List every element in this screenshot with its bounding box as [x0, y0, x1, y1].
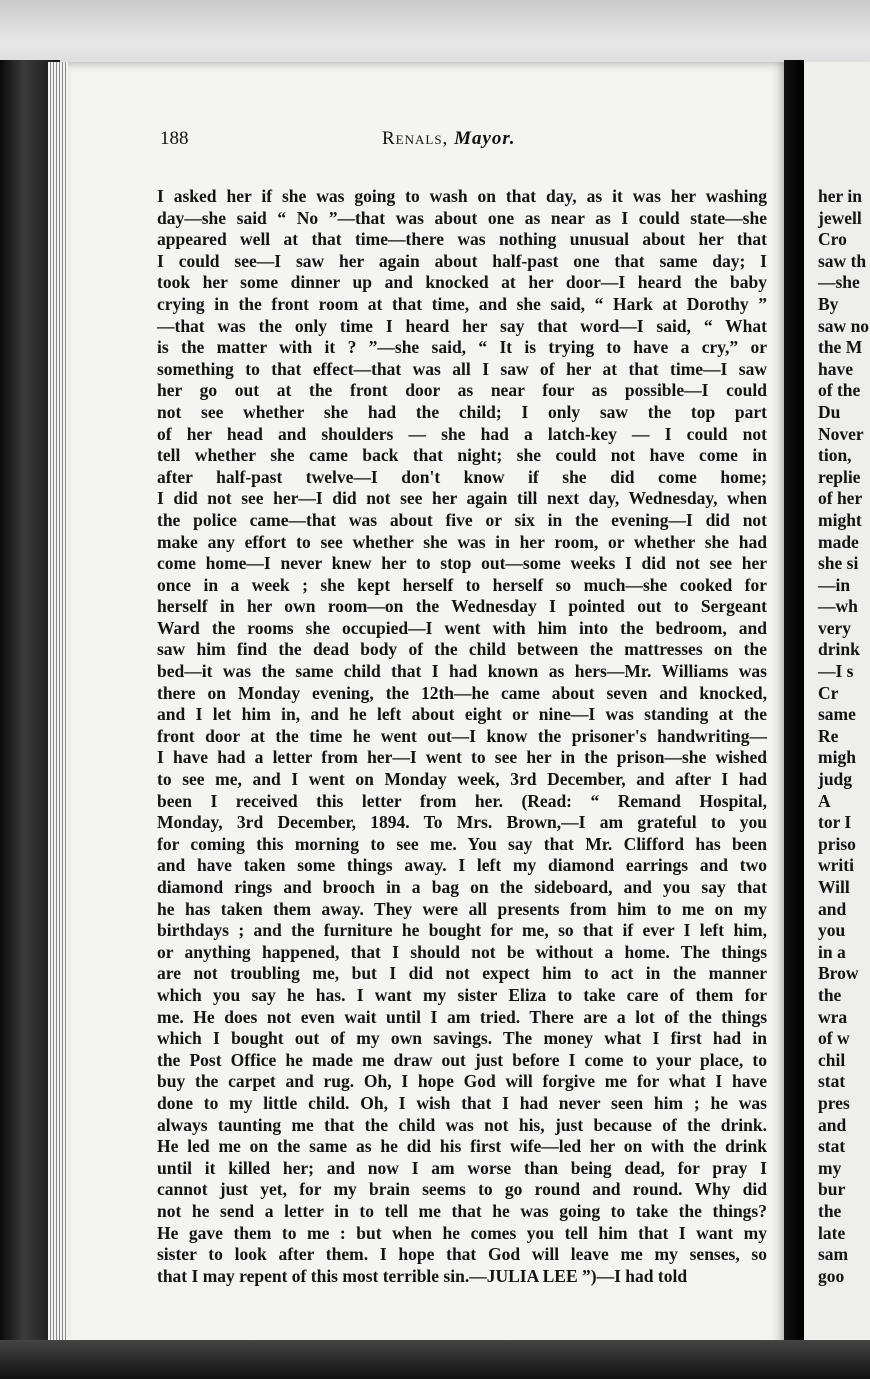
text-line: He led me on the same as he did his first wife—led her on with the drink	[157, 1136, 767, 1157]
text-line: been I received this letter from her. (Read: “ Remand Hospital,	[157, 790, 767, 811]
facing-page-line: bur	[818, 1179, 846, 1200]
facing-page-line: you	[818, 920, 846, 941]
page-body-text	[157, 186, 767, 1287]
facing-page-line: —she	[818, 272, 860, 293]
text-line: come home—I never knew her to stop out—some weeks I did not see her	[157, 553, 767, 574]
page-header	[160, 128, 720, 158]
text-line: I could see—I saw her again about half-past one that same day; I	[157, 250, 767, 271]
text-line: day—she said “ No ”—that was about one as near as I could state—she	[157, 207, 767, 228]
text-line: tell whether she came back that night; she could not have come in	[157, 445, 767, 466]
page-number: 188	[160, 128, 189, 149]
facing-page-line: migh	[818, 747, 856, 768]
facing-page-text	[818, 186, 870, 1287]
facing-page-line: the M	[818, 337, 863, 358]
facing-page-line: might	[818, 509, 862, 530]
facing-page-line: stat	[818, 1136, 846, 1157]
facing-page	[804, 62, 870, 1352]
facing-page-line: Brow	[818, 963, 859, 984]
text-line: I asked her if she was going to wash on that day, as it was her washing	[157, 186, 767, 206]
facing-page-line: have	[818, 358, 853, 379]
facing-page-line: Nover	[818, 423, 864, 444]
text-line: always taunting me that the child was not his, just because of the drink.	[157, 1114, 767, 1135]
text-line: herself in her own room—on the Wednesday I pointed out to Sergeant	[157, 596, 767, 617]
text-line: something to that effect—that was all I saw of her at that time—I saw	[157, 358, 767, 379]
facing-page-line: By	[818, 293, 839, 314]
facing-page-line: she si	[818, 553, 859, 574]
facing-page-line: saw th	[818, 250, 867, 271]
text-line: diamond rings and brooch in a bag on the sideboard, and you say that	[157, 877, 767, 897]
text-line: after half-past twelve—I don't know if she did come home;	[157, 466, 767, 487]
text-line: crying in the front room at that time, and she said, “ Hark at Dorothy ”	[157, 293, 767, 314]
running-head-title: Mayor.	[454, 128, 516, 149]
facing-page-line: Cr	[818, 682, 839, 703]
facing-page-line: in a	[818, 941, 846, 962]
text-line: which I bought out of my own savings. The money what I first had in	[157, 1028, 767, 1049]
facing-page-line: writi	[818, 855, 854, 876]
text-line: he has taken them away. They were all presents from him to me on my	[157, 898, 767, 919]
text-line: is the matter with it ? ”—she said, “ It is trying to have a cry,” or	[157, 337, 767, 358]
text-line: I did not see her—I did not see her again till next day, Wednesday, when	[157, 488, 767, 509]
facing-page-line: late	[818, 1222, 846, 1243]
facing-page-line: of w	[818, 1028, 850, 1049]
facing-page-line: —in	[818, 574, 851, 595]
facing-page-line: of the	[818, 380, 861, 401]
text-line: for coming this morning to see me. You say that Mr. Clifford has been	[157, 833, 767, 854]
text-line: took her some dinner up and knocked at her door—I heard the baby	[157, 272, 767, 293]
text-line: He gave them to me : but when he comes you tell him that I want my	[157, 1222, 767, 1243]
text-line: I have had a letter from her—I went to see her in the prison—she wished	[157, 747, 767, 768]
facing-page-line: made	[818, 531, 859, 552]
facing-page-line: the	[818, 984, 842, 1005]
text-line: the Post Office he made me draw out just before I come to your place, to	[157, 1049, 767, 1070]
text-line: not he send a letter in to tell me that he was going to take the things?	[157, 1200, 767, 1221]
facing-page-line: Re	[818, 725, 839, 746]
text-line: until it killed her; and now I am worse than being dead, for pray I	[157, 1157, 767, 1178]
text-line: cannot just yet, for my brain seems to go round and round. Why did	[157, 1179, 767, 1200]
facing-page-line: stat	[818, 1071, 846, 1092]
facing-page-line: very	[818, 617, 852, 638]
facing-page-line: jewell	[818, 207, 862, 228]
facing-page-line: saw no	[818, 315, 870, 336]
facing-page-line: the	[818, 1200, 842, 1221]
facing-page-line: Cro	[818, 229, 847, 250]
text-line: or anything happened, that I should not be without a home. The things	[157, 941, 767, 962]
facing-page-line: and	[818, 898, 847, 919]
text-line: —that was the only time I heard her say that word—I said, “ What	[157, 315, 767, 336]
facing-page-line: and	[818, 1114, 847, 1135]
text-line: there on Monday evening, the 12th—he came about seven and knocked,	[157, 682, 767, 703]
facing-page-line: Will	[818, 877, 850, 897]
text-line: are not troubling me, but I did not expect him to act in the manner	[157, 963, 767, 984]
facing-page-line: —I s	[818, 661, 854, 682]
text-line: her go out at the front door as near four as possible—I could	[157, 380, 767, 401]
facing-page-line: pres	[818, 1092, 850, 1113]
facing-page-line: same	[818, 704, 856, 725]
text-line: which you say he has. I want my sister Eliza to take care of them for	[157, 984, 767, 1005]
text-line: and I let him in, and he left about eight or nine—I was standing at the	[157, 704, 767, 725]
facing-page-line: of her	[818, 488, 863, 509]
facing-page-line: chil	[818, 1049, 846, 1070]
text-line: bed—it was the same child that I had known as hers—Mr. Williams was	[157, 661, 767, 682]
text-line: once in a week ; she kept herself to herself so much—she cooked for	[157, 574, 767, 595]
text-line: that I may repent of this most terrible sin.—JULIA LEE ”)—I had told	[157, 1265, 688, 1286]
text-line: Monday, 3rd December, 1894. To Mrs. Brown,—I am grateful to you	[157, 812, 767, 833]
facing-page-line: replie	[818, 466, 861, 487]
text-line: birthdays ; and the furniture he bought for me, so that if ever I left him,	[157, 920, 767, 941]
text-line: of her head and shoulders — she had a latch-key — I could not	[157, 423, 767, 444]
facing-page-line: goo	[818, 1265, 845, 1286]
text-line: and have taken some things away. I left my diamond earrings and two	[157, 855, 767, 876]
text-line: done to my little child. Oh, I wish that I had never seen him ; he was	[157, 1092, 767, 1113]
text-line: sister to look after them. I hope that God will leave me my senses, so	[157, 1244, 767, 1265]
text-line: Ward the rooms she occupied—I went with him into the bedroom, and	[157, 617, 767, 638]
facing-page-line: drink	[818, 639, 860, 660]
text-line: make any effort to see whether she was in her room, or whether she had	[157, 531, 767, 552]
book-gutter	[784, 60, 804, 1360]
text-line: saw him find the dead body of the child between the mattresses on the	[157, 639, 767, 660]
text-line: me. He does not even wait until I am tried. There are a lot of the things	[157, 1006, 767, 1027]
text-line: buy the carpet and rug. Oh, I hope God will forgive me for what I have	[157, 1071, 767, 1092]
facing-page-line: tion,	[818, 445, 852, 466]
facing-page-line: tor I	[818, 812, 852, 833]
facing-page-line: Du	[818, 401, 841, 422]
running-head	[382, 128, 516, 150]
facing-page-line: sam	[818, 1244, 849, 1265]
text-line: front door at the time he went out—I know the prisoner's handwriting—	[157, 725, 767, 746]
facing-page-line: her in	[818, 186, 862, 206]
facing-page-line: priso	[818, 833, 856, 854]
text-line: not see whether she had the child; I only saw the top part	[157, 401, 767, 422]
facing-page-line: my	[818, 1157, 842, 1178]
scan-bottom-shadow	[0, 1340, 870, 1379]
text-line: to see me, and I went on Monday week, 3rd December, and after I had	[157, 769, 767, 790]
facing-page-line: A	[818, 790, 831, 811]
facing-page-line: judg	[818, 769, 853, 790]
text-line: appeared well at that time—there was nothing unusual about her that	[157, 229, 767, 250]
facing-page-line: wra	[818, 1006, 848, 1027]
running-head-name: Renals,	[382, 128, 449, 149]
facing-page-line: —wh	[818, 596, 858, 617]
text-line: the police came—that was about five or six in the evening—I did not	[157, 509, 767, 530]
